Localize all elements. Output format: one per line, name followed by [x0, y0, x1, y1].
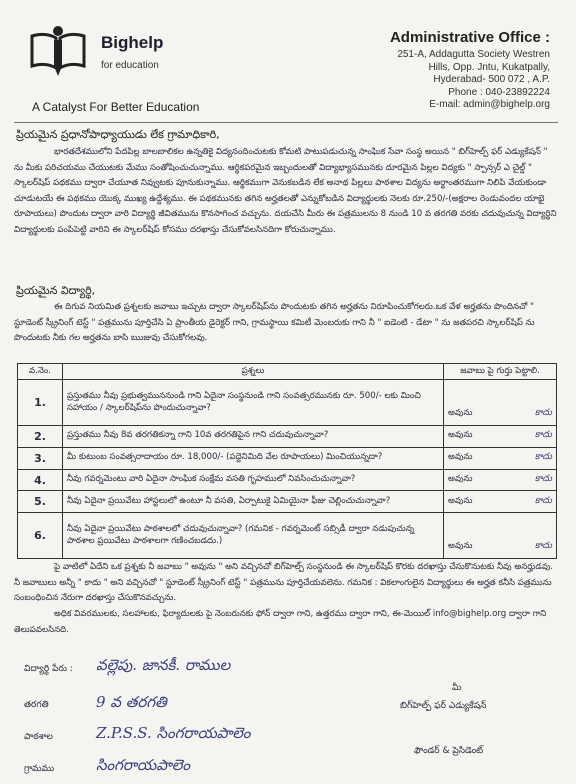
question-text: నీవు గవర్నమెంటు వారి ఏదైనా సాంఘిక సంక్షేమ వసతి గృహములో నివసించుచున్నావా? [63, 469, 444, 491]
intro-paragraph: భారతదేశములోని పేదపిల్ల బాలబాలికల ఉన్నతికై విద్యనందించుటకు కోమటి పాటుపడుచున్న సాంఘిక సేవా సంస్థ అయిన " బిగ్‌హెల్ప్ ఫర్ ఎడ్యుకేషన్ " ను మీకు పరిచయము చేయుటకు మేము సంతోషించుచున్నాము. ఆర్థికపరమైన ఇబ్బందులతో విద్యాభ్యాసమునకు దూరమైన పిల్లల విద్యకు " స్పాన్సర్ ఎ చైల్డ్ " స్కాలర్‌షిప్ పథకము ద్వారా చేయూత నివ్వుటకు పూనుకున్నాము. ఆర్థికముగా వెనుకబడిన లేక అనాథ పిల్లలు పాఠశాల విద్యను అర్థాంతరముగా నిలిపి వేయకుండా చూడుటయే ఈ పథకము యొక్క ముఖ్య ఉద్దేశ్యము. ఈ పథకమునకు తగిన అర్హతలతో ఎన్నుకోబడిన విద్యార్థులకు నెలకు రూ.250/-(అక్షరాల రెండువందల యాభై రూపాయలు) పొందుట ద్వారా వారి విద్యార్థి జీవితమును కొనసాగించ వచ్చును. దయచేసి మీరు ఈ పత్రములను 8 నుండి 10 వ తరగతి వరకు చదువుచున్న విద్యార్థిని విద్యార్థులకు పంపిపెట్టి వారిని ఈ స్కాలర్‌షిప్ కోసము దరఖాస్తు చేసుకోవలసినదిగా కోరుచున్నాము. [14, 147, 557, 235]
answer-mark: కాదు [534, 495, 552, 506]
answer-yes: అవును [448, 407, 473, 418]
answer-cell [444, 426, 557, 448]
salutation-headmaster: ప్రియమైన ప్రధానోపాధ్యాయుడు లేక గ్రామాధికారి, [16, 128, 220, 141]
table-row [18, 469, 557, 491]
header-divider [14, 122, 558, 123]
question-text: నీవు ఏదైనా ప్రయివేటు హాస్టలులో ఉంటూ నీ వసతి, ఏర్పాటుకై ఏమియైనా ఫీజు చెల్లించుచున్నావా? [63, 491, 444, 513]
signature-mark: మీ [452, 683, 462, 693]
salutation-student: ప్రియమైన విద్యార్థి, [16, 284, 96, 297]
office-address [390, 29, 550, 112]
row-number: 6. [18, 513, 63, 559]
answer-mark: కాదు [534, 407, 552, 418]
table-row [18, 380, 557, 426]
school-value: Z.P.S.S. సింగరాయపాలెం [96, 724, 251, 742]
question-text: ప్రస్తుతము నీవు ప్రభుత్వముననుండి గాని ఏదైనా సంస్థనుండి గాని సంవత్సరమునకు రూ. 500/- లకు మించి సహాయం / స్కాలర్‌షిప్‌ను పొందుచున్నావా? [63, 380, 444, 426]
table-row [18, 426, 557, 448]
contact-paragraph: అధిక వివరములకు, సలహాలకు, ఫిర్యాదులకు పై నెంబరునకు ఫోన్ ద్వారా గాని, ఉత్తరము ద్వారా గాని, ఈ-మెయిల్ info@bighelp.org ద్వారా గాని తెలుపవలసినది. [14, 609, 547, 635]
col-answer-header: జవాబు పై గుర్తు పెట్టాలి. [444, 364, 557, 380]
signature-org: బిగ్‌హెల్ప్ ఫర్ ఎడ్యుకేషన్ [400, 701, 487, 711]
school-label: పాఠశాల [24, 732, 53, 742]
eligibility-table [17, 363, 557, 559]
row-number: 2. [18, 426, 63, 448]
question-text: నీవు ఏదైనా ప్రయివేటు పాఠశాలలో చదువుచున్నావా? (గమనిక - గవర్నమెంట్ సబ్సిడీ ద్వారా నడుపుచున్న పాఠశాల ప్రయివేటు పాఠశాలగా గణించబడదు.) [63, 513, 444, 559]
answer-mark: కాదు [534, 540, 552, 551]
table-row [18, 447, 557, 469]
signature-role: ఫౌండర్ & ప్రెసిడెంట్ [414, 746, 484, 756]
eligibility-note: పై వాటిలో ఏదేని ఒక ప్రశ్నకు నీ జవాబు " అవును " అని వచ్చినచో బిగ్‌హెల్ప్ సంస్థనుండి ఈ స్కాలర్‌షిప్ కొరకు దరఖాస్తు చేసుకొనుటకు నీవు అనర్హుడవు. నీ జవాబులు అన్నీ " కాదు " అని వచ్చినచో " స్టూడెంట్ స్క్రీనింగ్ టెస్ట్ " పత్రమును పూర్తిచేయవలెను. గమనిక : వికలాంగులైన విద్యార్థులు ఈ అర్హత కనీసి పత్రమును సంబంధించిన నేరుగా దరఖాస్తు చేసుకొనవచ్చును. [14, 562, 554, 603]
answer-cell [444, 380, 557, 426]
office-phone: Phone : 040-23892224 [448, 86, 550, 98]
office-line: Hills, Opp. Jntu, Kukatpally, [428, 61, 550, 73]
tagline: A Catalyst For Better Education [32, 100, 200, 114]
brand-name: Bighelp [101, 33, 164, 52]
answer-cell [444, 469, 557, 491]
table-header-row [18, 364, 557, 380]
student-name-value: వల్లెపు. జానకీ. రాముల [96, 656, 231, 674]
bighelp-logo-icon [28, 24, 88, 78]
brand-subtitle: for education [101, 60, 159, 71]
answer-mark: కాదు [534, 452, 552, 463]
row-number: 1. [18, 380, 63, 426]
table-row [18, 513, 557, 559]
answer-cell [444, 491, 557, 513]
answer-yes: అవును [448, 495, 473, 506]
answer-mark: కాదు [534, 474, 552, 485]
answer-mark: కాదు [534, 430, 552, 441]
class-value: 9 వ తరగతి [96, 693, 167, 711]
answer-yes: అవును [448, 452, 473, 463]
village-label: గ్రామము [24, 764, 55, 774]
answer-cell [444, 447, 557, 469]
row-number: 4. [18, 469, 63, 491]
row-number: 5. [18, 491, 63, 513]
student-name-label: విద్యార్థి పేరు : [24, 664, 73, 674]
col-question-header: ప్రశ్నలు [63, 364, 444, 380]
question-text: మీ కుటుంబ సంవత్సరాదాయం రూ. 18,000/- (పద్దెనిమిది వేల రూపాయలు) మించియున్నదా? [63, 447, 444, 469]
question-text: ప్రస్తుతము నీవు 8వ తరగతికన్నా గాని 10వ తరగతిపైన గాని చదువుచున్నావా? [63, 426, 444, 448]
instruction-paragraph: ఈ దిగువ నియమిత ప్రశ్నలకు జవాబు ఇచ్చుట ద్వారా స్కాలర్‌షిప్‌ను పొందుటకు తగిన అర్హతను నిరూపించుకోగలరు.ఒక వేళ అర్హతను పొందినచో " స్టూడెంట్ స్క్రీనింగ్ టెస్ట్ " పత్రమును పూర్తిచేసి ఏ ప్రాంతీయ డైరెక్టర్ గాని, గ్రామస్థాయి కమిటీ మెంబరుకు గాని నీ " ఐడెంటి - డేటా " ను జతపరచి స్కాలర్‌షిప్ ను పొందుటకు నీకు గల అర్హతను బాసి ఋజువు చేసుకోగలవు. [14, 302, 535, 343]
answer-yes: అవును [448, 474, 473, 485]
office-line: 251-A, Addagutta Society Westren [397, 49, 550, 60]
answer-yes: అవును [448, 540, 473, 551]
village-value: సింగరాయపాలెం [96, 756, 190, 774]
answer-cell [444, 513, 557, 559]
class-label: తరగతి [24, 700, 49, 710]
office-email: E-mail: admin@bighelp.org [429, 99, 550, 110]
row-number: 3. [18, 447, 63, 469]
office-title: Administrative Office : [389, 29, 550, 46]
table-row [18, 491, 557, 513]
col-number-header: వ.నెం. [18, 364, 63, 380]
answer-yes: అవును [448, 430, 473, 441]
office-line: Hyderabad- 500 072 , A.P. [433, 74, 550, 85]
